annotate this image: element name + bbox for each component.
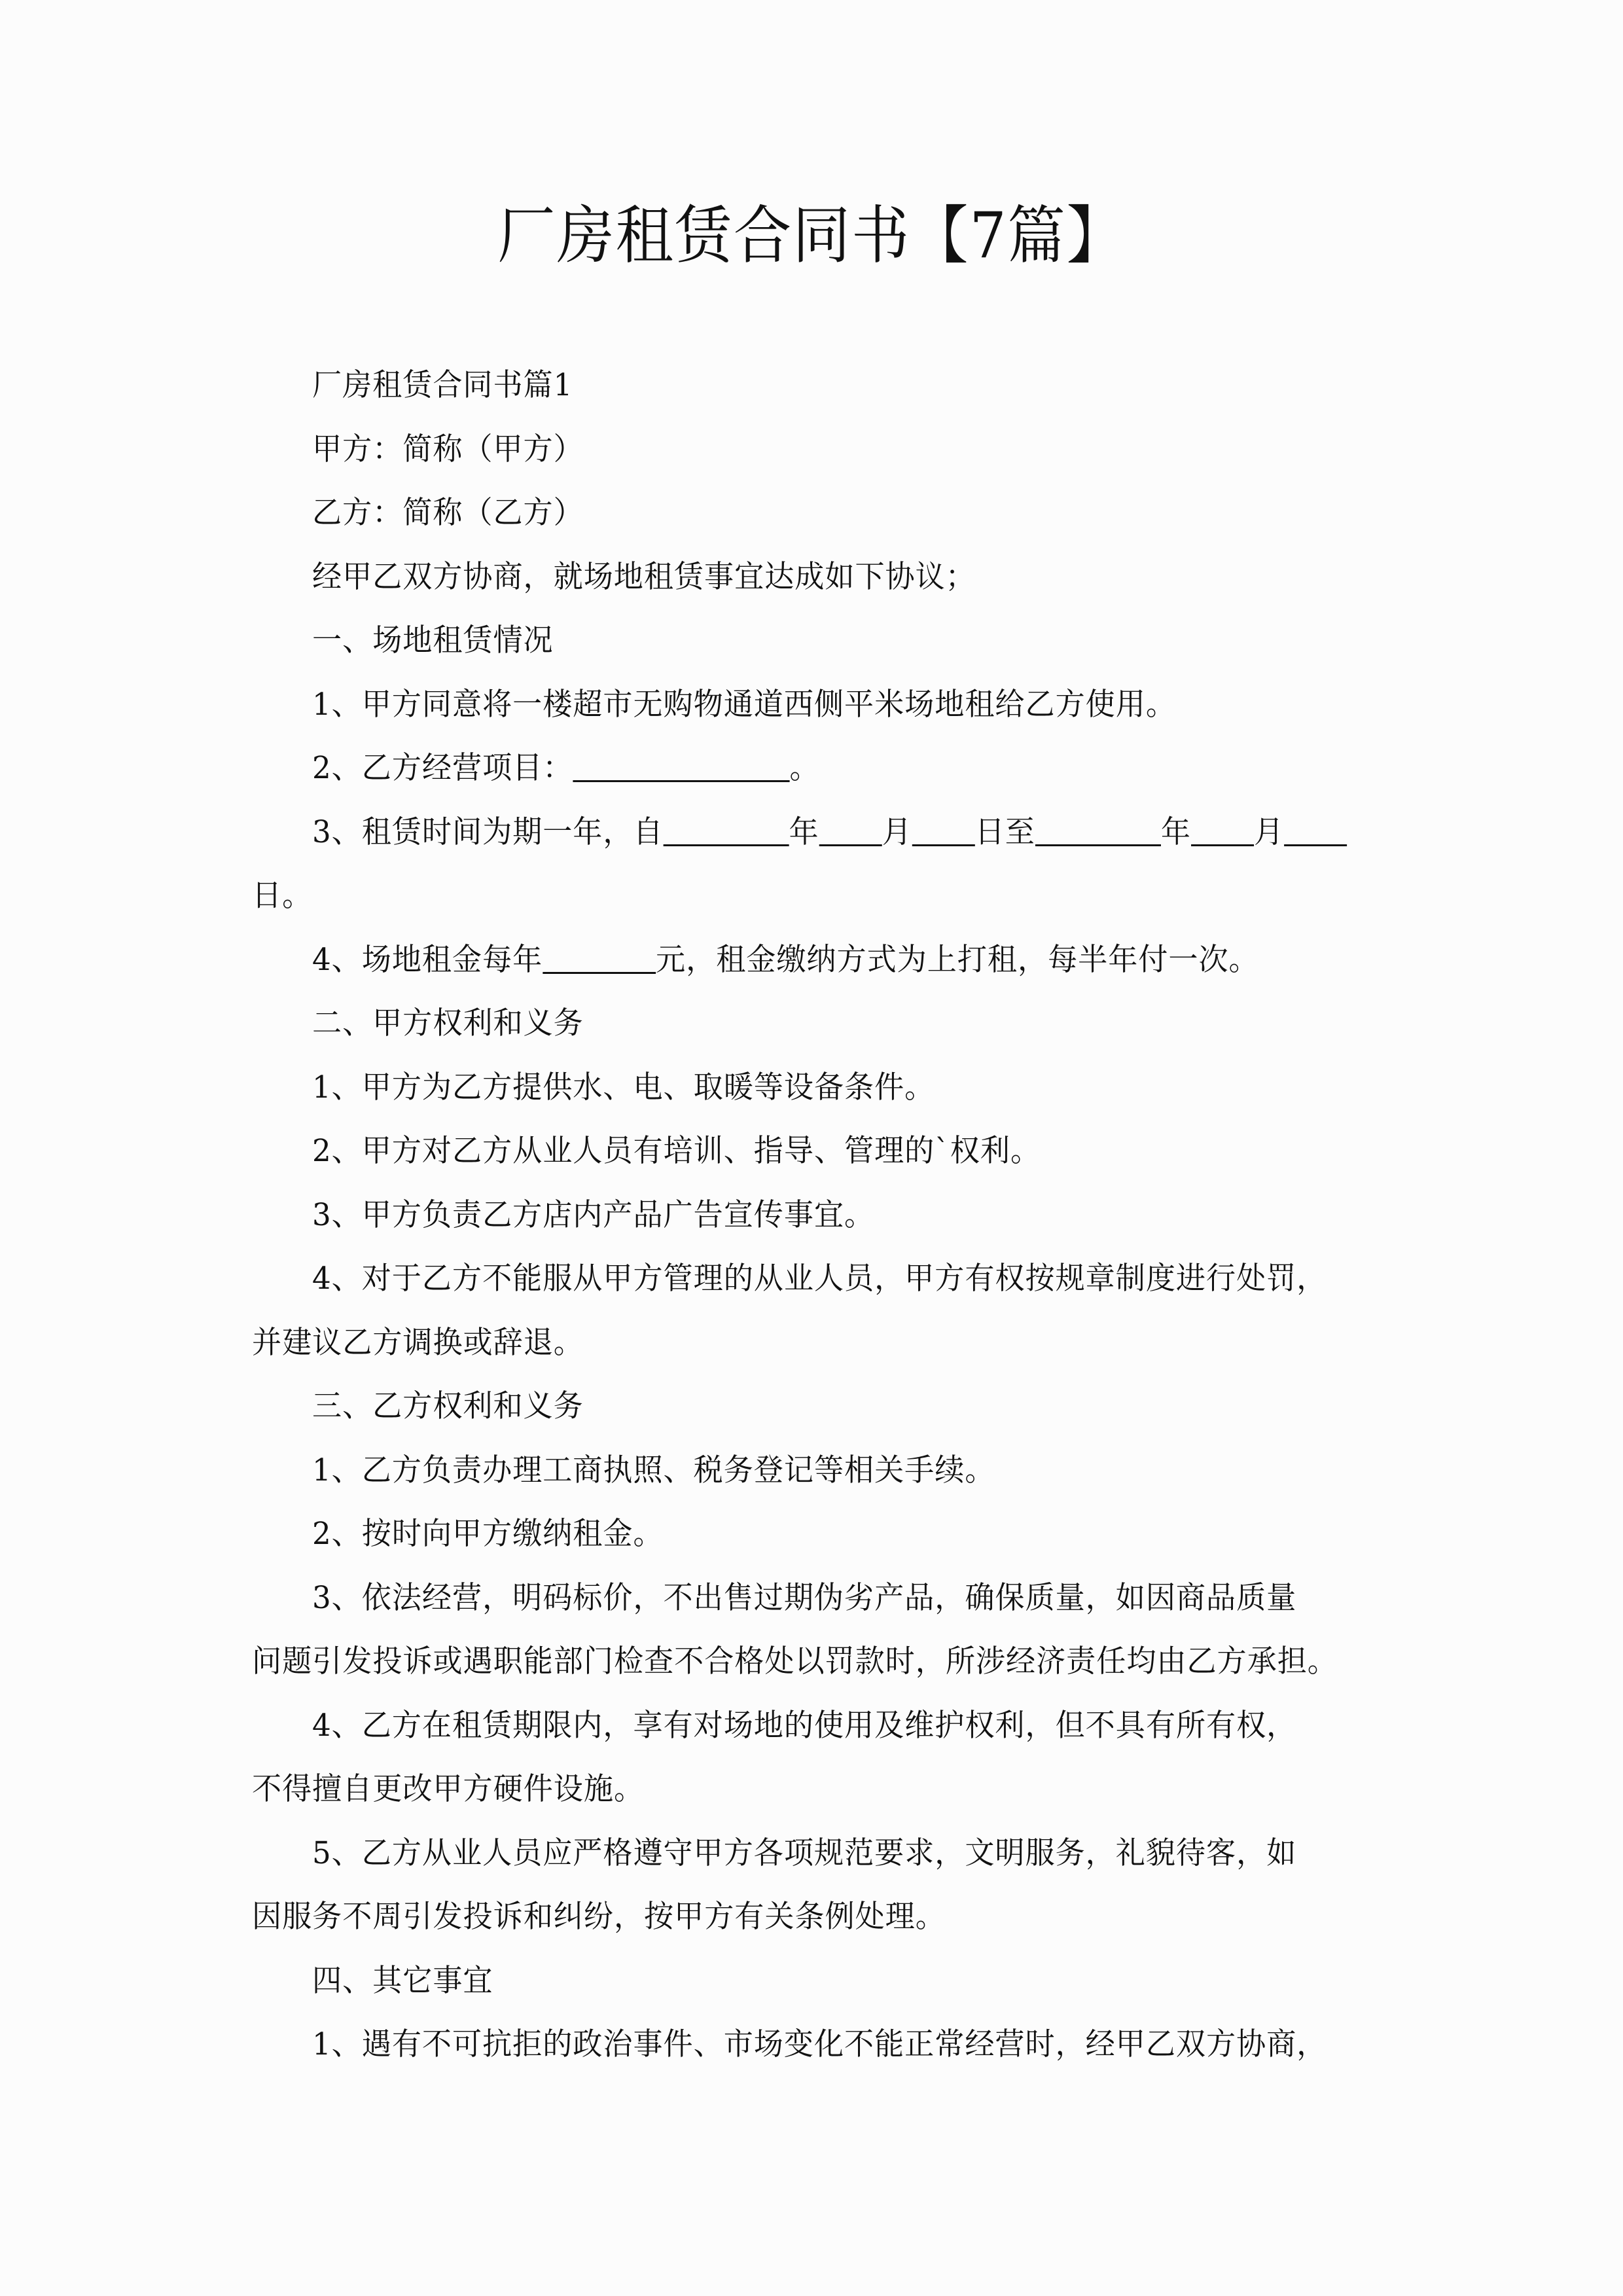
clause-3-3: 3、依法经营，明码标价，不出售过期伪劣产品，确保质量，如因商品质量 <box>312 1579 1297 1616</box>
clause-3-4: 4、乙方在租赁期限内，享有对场地的使用及维护权利，但不具有所有权， <box>312 1707 1297 1744</box>
document-title: 厂房租赁合同书【7篇】 <box>497 199 1126 272</box>
clause-1-3: 3、租赁时间为期一年，自 年 月 日至 年 月 <box>252 800 1391 865</box>
section-heading-1: 一、场地租赁情况 <box>312 622 554 658</box>
section-heading-3: 三、乙方权利和义务 <box>312 1388 584 1424</box>
clause-3-3-wrap: 问题引发投诉或遇职能部门检查不合格处以罚款时，所涉经济责任均由乙方承担。 <box>252 1643 1338 1679</box>
clause-3-5: 5、乙方从业人员应严格遵守甲方各项规范要求，文明服务，礼貌待客，如 <box>312 1835 1297 1871</box>
clause-2-1: 1、甲方为乙方提供水、电、取暖等设备条件。 <box>312 1069 935 1105</box>
start-year-blank[interactable] <box>664 818 789 846</box>
business-scope-blank[interactable] <box>573 754 789 782</box>
document-body <box>252 353 1391 2077</box>
preamble: 经甲乙双方协商，就场地租赁事宜达成如下协议； <box>312 558 976 595</box>
clause-3-5-wrap: 因服务不周引发投诉和纠纷，按甲方有关条例处理。 <box>252 1899 946 1935</box>
end-year-blank[interactable] <box>1035 818 1161 846</box>
clause-2-4: 4、对于乙方不能服从甲方管理的从业人员，甲方有权按规章制度进行处罚， <box>312 1261 1327 1297</box>
clause-2-3: 3、甲方负责乙方店内产品广告宣传事宜。 <box>312 1196 875 1233</box>
contract-subtitle: 厂房租赁合同书篇1 <box>312 367 573 403</box>
section-heading-4: 四、其它事宜 <box>312 1962 493 1999</box>
end-day-blank[interactable] <box>1284 818 1347 846</box>
clause-2-4-wrap: 并建议乙方调换或辞退。 <box>252 1324 584 1361</box>
party-a-line: 甲方：简称（甲方） <box>312 431 584 467</box>
clause-1-2: 2、乙方经营项目： 。 <box>312 750 820 786</box>
clause-1-1: 1、甲方同意将一楼超市无购物通道西侧平米场地租给乙方使用。 <box>312 686 1176 723</box>
start-month-blank[interactable] <box>819 818 882 846</box>
clause-4-1: 1、遇有不可抗拒的政治事件、市场变化不能正常经营时，经甲乙双方协商， <box>312 2026 1327 2062</box>
clause-1-3-wrap: 日。 <box>252 878 313 914</box>
start-day-blank[interactable] <box>912 818 975 846</box>
clause-2-2: 2、甲方对乙方从业人员有培训、指导、管理的`权利。 <box>312 1133 1041 1169</box>
clause-3-1: 1、乙方负责办理工商执照、税务登记等相关手续。 <box>312 1452 995 1488</box>
section-heading-2: 二、甲方权利和义务 <box>312 1005 584 1041</box>
clause-3-2: 2、按时向甲方缴纳租金。 <box>312 1516 664 1552</box>
clause-1-4: 4、场地租金每年 元，租金缴纳方式为上打租，每半年付一次。 <box>312 941 1259 978</box>
end-month-blank[interactable] <box>1191 818 1254 846</box>
party-b-line: 乙方：简称（乙方） <box>312 495 584 531</box>
annual-rent-blank[interactable] <box>543 946 656 974</box>
clause-3-4-wrap: 不得擅自更改甲方硬件设施。 <box>252 1771 645 1807</box>
